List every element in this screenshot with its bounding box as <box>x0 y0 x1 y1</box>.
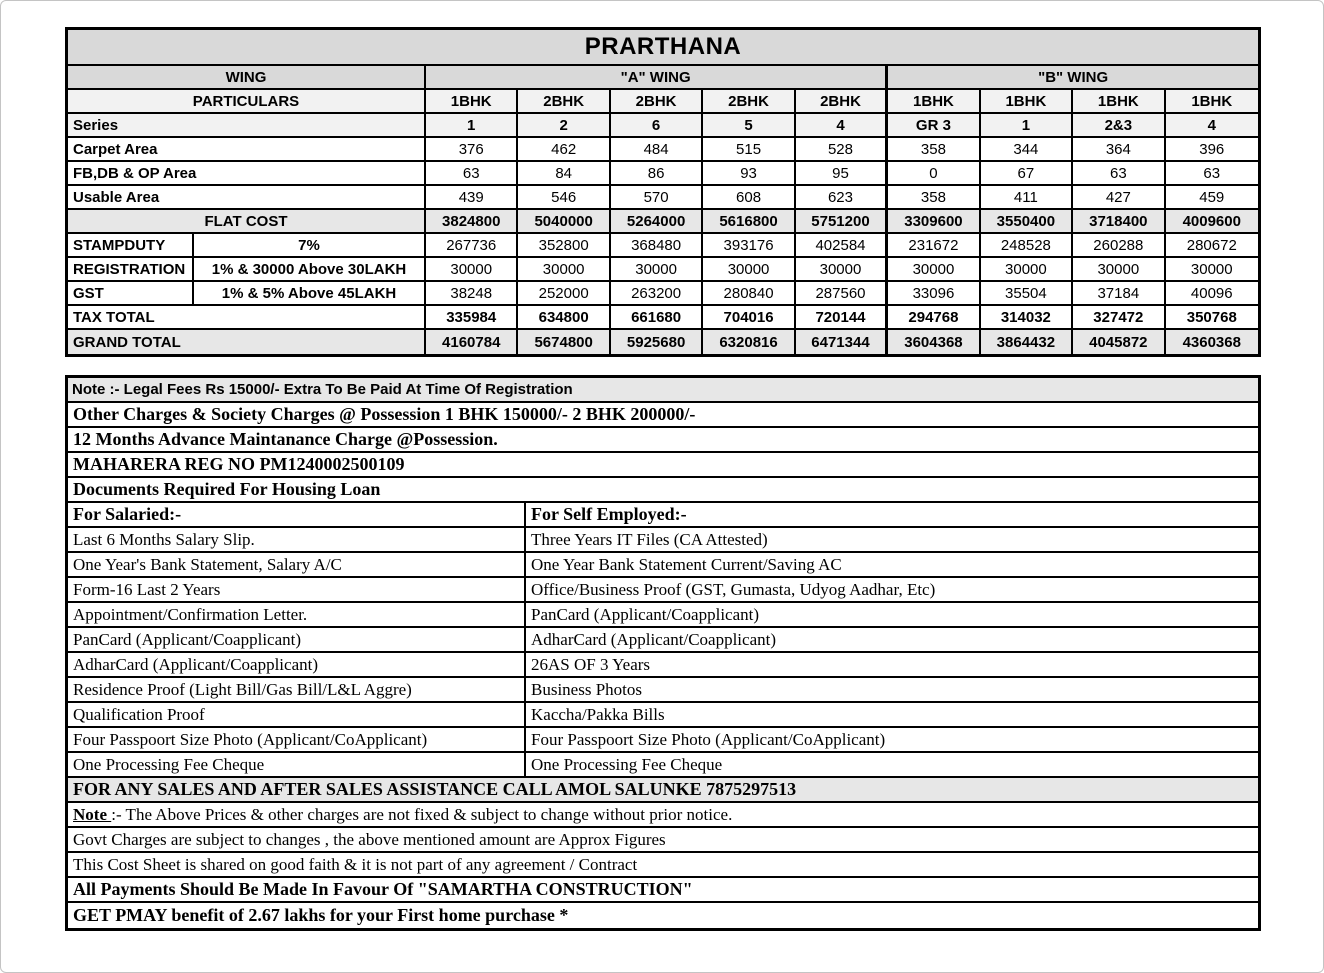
charge-value: 35504 <box>981 282 1073 304</box>
table-row <box>68 753 1258 778</box>
wing-header-label: WING <box>68 66 426 88</box>
doc-item-self-employed: One Processing Fee Cheque <box>531 754 723 774</box>
doc-item-salaried: Last 6 Months Salary Slip. <box>68 528 526 551</box>
charge-value: 402584 <box>796 234 888 256</box>
charge-label: STAMPDUTY <box>68 234 194 256</box>
particulars-label: PARTICULARS <box>68 90 426 112</box>
area-value: 93 <box>703 162 795 184</box>
series-value: GR 3 <box>888 114 980 136</box>
table-row <box>68 258 1258 282</box>
table-row <box>68 378 1258 403</box>
series-value: 4 <box>796 114 888 136</box>
footer-line: Govt Charges are subject to changes , the above mentioned amount are Approx Figures <box>73 829 666 849</box>
flat-cost-value: 5040000 <box>518 210 610 232</box>
table-row <box>68 503 1258 528</box>
charge-value: 30000 <box>426 258 518 280</box>
doc-item-salaried: PanCard (Applicant/Coapplicant) <box>68 628 526 651</box>
series-value: 6 <box>611 114 703 136</box>
grand-total-value: 3864432 <box>981 330 1073 354</box>
table-row <box>68 653 1258 678</box>
area-value: 86 <box>611 162 703 184</box>
table-row <box>68 162 1258 186</box>
area-value: 63 <box>426 162 518 184</box>
sales-assistance-line: FOR ANY SALES AND AFTER SALES ASSISTANCE CALL AMOL SALUNKE 7875297513 <box>73 779 797 799</box>
doc-item-salaried: Four Passpoort Size Photo (Applicant/CoApplicant) <box>68 728 526 751</box>
table-row <box>68 853 1258 878</box>
flat-cost-value: 5751200 <box>796 210 888 232</box>
series-value: 1 <box>426 114 518 136</box>
table-row <box>68 878 1258 903</box>
area-row-label: Usable Area <box>68 186 426 208</box>
area-value: 84 <box>518 162 610 184</box>
tax-total-value: 335984 <box>426 306 518 328</box>
flat-cost-label: FLAT COST <box>68 210 426 232</box>
area-value: 358 <box>888 186 980 208</box>
a-wing-header: "A" WING <box>426 66 888 88</box>
sheet-title: PRARTHANA <box>584 33 742 60</box>
area-value: 462 <box>518 138 610 160</box>
area-value: 63 <box>1203 164 1221 182</box>
table-row <box>68 553 1258 578</box>
doc-item-self-employed: One Year Bank Statement Current/Saving AC <box>531 554 842 574</box>
salaried-header: For Salaried:- <box>68 503 526 526</box>
charge-value: 33096 <box>888 282 980 304</box>
area-value: 546 <box>518 186 610 208</box>
charge-value: 252000 <box>518 282 610 304</box>
table-row <box>68 282 1258 306</box>
table-row <box>68 678 1258 703</box>
area-value: 427 <box>1073 186 1165 208</box>
table-row <box>68 428 1258 453</box>
charge-value: 267736 <box>426 234 518 256</box>
tax-total-value: 634800 <box>518 306 610 328</box>
doc-item-self-employed: Three Years IT Files (CA Attested) <box>531 529 768 549</box>
tax-total-value: 720144 <box>796 306 888 328</box>
table-row <box>68 778 1258 803</box>
charge-value: 30000 <box>703 258 795 280</box>
table-row <box>68 306 1258 330</box>
footer-line: All Payments Should Be Made In Favour Of "SAMARTHA CONSTRUCTION" <box>73 879 693 899</box>
series-value: 2&3 <box>1073 114 1165 136</box>
grand-total-value: 6320816 <box>703 330 795 354</box>
area-value: 411 <box>981 186 1073 208</box>
doc-item-self-employed: Business Photos <box>531 679 642 699</box>
grand-total-value: 5674800 <box>518 330 610 354</box>
area-value: 459 <box>1199 188 1225 206</box>
table-row <box>68 453 1258 478</box>
flat-cost-value: 3824800 <box>426 210 518 232</box>
table-row <box>68 703 1258 728</box>
doc-item-self-employed: Kaccha/Pakka Bills <box>531 704 665 724</box>
charge-value: 260288 <box>1073 234 1165 256</box>
tax-total-label: TAX TOTAL <box>68 306 426 328</box>
grand-total-label: GRAND TOTAL <box>68 330 426 354</box>
charge-label: REGISTRATION <box>68 258 194 280</box>
bhk-type-cell: 2BHK <box>796 90 888 112</box>
cost-table <box>65 27 1261 357</box>
table-row <box>68 186 1258 210</box>
grand-total-value: 5925680 <box>611 330 703 354</box>
flat-cost-value: 4009600 <box>1182 212 1241 230</box>
grand-total-value: 3604368 <box>888 330 980 354</box>
area-value: 515 <box>703 138 795 160</box>
cost-sheet <box>65 27 1261 931</box>
series-label: Series <box>68 114 426 136</box>
doc-item-salaried: Appointment/Confirmation Letter. <box>68 603 526 626</box>
b-wing-header: "B" WING <box>1038 68 1109 86</box>
tax-total-value: 350768 <box>1186 308 1237 326</box>
doc-item-salaried: Qualification Proof <box>68 703 526 726</box>
grand-total-value: 4160784 <box>426 330 518 354</box>
area-value: 358 <box>888 138 980 160</box>
doc-item-salaried: Form-16 Last 2 Years <box>68 578 526 601</box>
notes-and-documents-table <box>65 375 1261 931</box>
bhk-type-cell: 1BHK <box>1073 90 1165 112</box>
footer-line: GET PMAY benefit of 2.67 lakhs for your First home purchase * <box>73 905 569 925</box>
charge-value: 30000 <box>518 258 610 280</box>
price-note-label: Note <box>73 804 112 824</box>
table-row <box>68 30 1258 66</box>
tax-total-value: 704016 <box>703 306 795 328</box>
table-row <box>68 330 1258 354</box>
tax-total-value: 294768 <box>888 306 980 328</box>
table-row <box>68 628 1258 653</box>
table-row <box>68 603 1258 628</box>
area-value: 63 <box>1073 162 1165 184</box>
charge-label: GST <box>68 282 194 304</box>
area-row-label: FB,DB & OP Area <box>68 162 426 184</box>
flat-cost-value: 5264000 <box>611 210 703 232</box>
table-row <box>68 578 1258 603</box>
charge-value: 393176 <box>703 234 795 256</box>
charge-value: 352800 <box>518 234 610 256</box>
table-row <box>68 234 1258 258</box>
price-note-text: :- The Above Prices & other charges are not fixed & subject to change without prior notice. <box>111 804 733 824</box>
series-value: 4 <box>1207 116 1216 134</box>
tax-total-value: 314032 <box>981 306 1073 328</box>
doc-item-salaried: Residence Proof (Light Bill/Gas Bill/L&L Aggre) <box>68 678 526 701</box>
charge-value: 30000 <box>888 258 980 280</box>
series-value: 5 <box>703 114 795 136</box>
charge-value: 30000 <box>1073 258 1165 280</box>
charge-value: 368480 <box>611 234 703 256</box>
self-employed-header: For Self Employed:- <box>531 504 687 524</box>
table-row <box>68 138 1258 162</box>
bhk-type-cell: 2BHK <box>703 90 795 112</box>
grand-total-value: 4045872 <box>1073 330 1165 354</box>
charge-value: 40096 <box>1190 284 1233 302</box>
bhk-type-cell: 1BHK <box>981 90 1073 112</box>
flat-cost-value: 3550400 <box>981 210 1073 232</box>
doc-item-salaried: One Year's Bank Statement, Salary A/C <box>68 553 526 576</box>
charge-value: 231672 <box>888 234 980 256</box>
series-value: 1 <box>981 114 1073 136</box>
doc-item-self-employed: PanCard (Applicant/Coapplicant) <box>531 604 760 624</box>
bhk-type-cell: 1BHK <box>426 90 518 112</box>
charge-value: 30000 <box>981 258 1073 280</box>
area-value: 528 <box>796 138 888 160</box>
doc-item-salaried: AdharCard (Applicant/Coapplicant) <box>68 653 526 676</box>
price-note <box>68 805 732 825</box>
doc-item-self-employed: Office/Business Proof (GST, Gumasta, Udyog Aadhar, Etc) <box>531 579 936 599</box>
area-value: 396 <box>1199 140 1225 158</box>
table-row <box>68 478 1258 503</box>
area-value: 364 <box>1073 138 1165 160</box>
tax-total-value: 661680 <box>611 306 703 328</box>
note-line: 12 Months Advance Maintanance Charge @Possession. <box>73 429 498 449</box>
charge-value: 280672 <box>1186 236 1237 254</box>
area-value: 484 <box>611 138 703 160</box>
charge-value: 287560 <box>796 282 888 304</box>
bhk-type-cell: 2BHK <box>518 90 610 112</box>
area-value: 376 <box>426 138 518 160</box>
table-row <box>68 114 1258 138</box>
note-line: Documents Required For Housing Loan <box>73 479 381 499</box>
table-row <box>68 828 1258 853</box>
table-row <box>68 403 1258 428</box>
table-gap <box>65 357 1261 375</box>
table-row <box>68 210 1258 234</box>
series-value: 2 <box>518 114 610 136</box>
table-row <box>68 803 1258 828</box>
legal-note: Note :- Legal Fees Rs 15000/- Extra To Be Paid At Time Of Registration <box>72 381 573 398</box>
doc-item-self-employed: 26AS OF 3 Years <box>531 654 651 674</box>
table-row <box>68 728 1258 753</box>
charge-value: 30000 <box>796 258 888 280</box>
area-value: 570 <box>611 186 703 208</box>
area-value: 608 <box>703 186 795 208</box>
doc-item-salaried: One Processing Fee Cheque <box>68 753 526 776</box>
area-value: 95 <box>796 162 888 184</box>
charge-value: 248528 <box>981 234 1073 256</box>
tax-total-value: 327472 <box>1073 306 1165 328</box>
charge-rate: 1% & 30000 Above 30LAKH <box>194 258 426 280</box>
area-row-label: Carpet Area <box>68 138 426 160</box>
table-row <box>68 903 1258 928</box>
charge-rate: 1% & 5% Above 45LAKH <box>194 282 426 304</box>
grand-total-value: 6471344 <box>796 330 888 354</box>
charge-rate: 7% <box>194 234 426 256</box>
footer-line: This Cost Sheet is shared on good faith & it is not part of any agreement / Contract <box>73 854 638 874</box>
note-line: Other Charges & Society Charges @ Possession 1 BHK 150000/- 2 BHK 200000/- <box>73 404 696 424</box>
bhk-type-cell: 2BHK <box>611 90 703 112</box>
charge-value: 280840 <box>703 282 795 304</box>
charge-value: 30000 <box>611 258 703 280</box>
table-row <box>68 528 1258 553</box>
doc-item-self-employed: AdharCard (Applicant/Coapplicant) <box>531 629 777 649</box>
area-value: 0 <box>888 162 980 184</box>
doc-item-self-employed: Four Passpoort Size Photo (Applicant/CoApplicant) <box>531 729 886 749</box>
grand-total-value: 4360368 <box>1182 333 1241 351</box>
bhk-type-cell: 1BHK <box>1191 92 1233 110</box>
bhk-type-cell: 1BHK <box>888 90 980 112</box>
table-row <box>68 66 1258 90</box>
area-value: 439 <box>426 186 518 208</box>
charge-value: 263200 <box>611 282 703 304</box>
flat-cost-value: 5616800 <box>703 210 795 232</box>
area-value: 623 <box>796 186 888 208</box>
note-line: MAHARERA REG NO PM1240002500109 <box>73 454 405 474</box>
charge-value: 37184 <box>1073 282 1165 304</box>
charge-value: 38248 <box>426 282 518 304</box>
charge-value: 30000 <box>1190 260 1233 278</box>
flat-cost-value: 3309600 <box>888 210 980 232</box>
flat-cost-value: 3718400 <box>1073 210 1165 232</box>
table-row <box>68 90 1258 114</box>
area-value: 344 <box>981 138 1073 160</box>
area-value: 67 <box>981 162 1073 184</box>
